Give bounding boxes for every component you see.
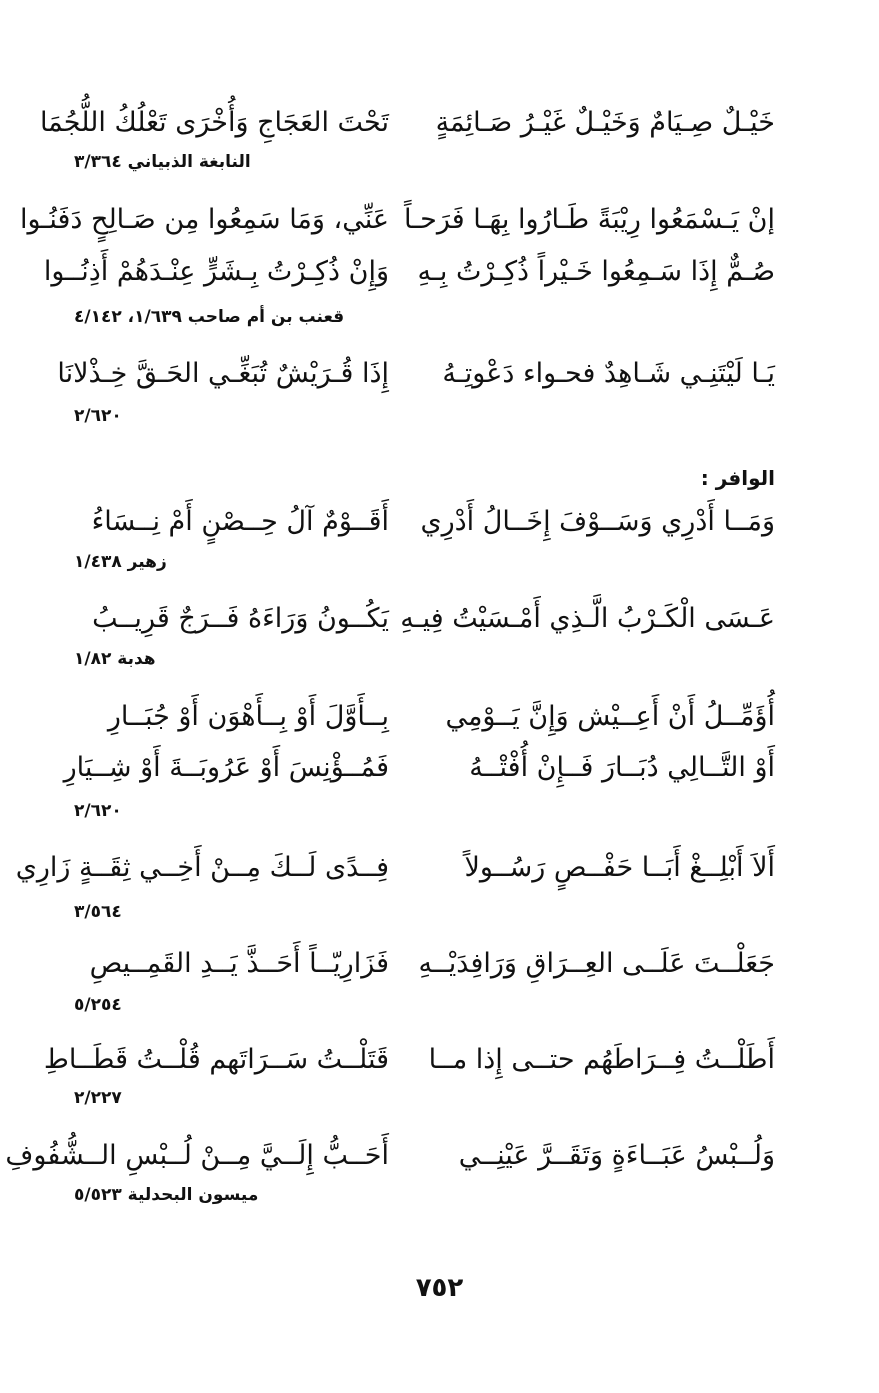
first-hemistich: صُـمٌّ إِذَا سَـمِعُوا خَـيْراً ذُكِـرْتُ بِـهِ [417, 256, 775, 287]
verse-line [0, 695, 879, 739]
verse-source: النابغة الذبياني ٣/٣٦٤ [74, 152, 251, 172]
verse-line [0, 500, 879, 544]
verse-source: ٢/٦٢٠ [74, 801, 122, 821]
second-hemistich: أَحَــبُّ إِلَــيَّ مِــنْ لُــبْسِ الــشُّفُوفِ [5, 1140, 389, 1171]
second-hemistich: يَكُــونُ وَرَاءَهُ فَــرَجٌ قَرِيــبُ [92, 603, 389, 634]
second-hemistich: فِــدًى لَــكَ مِــنْ أَخِــي ثِقَــةٍ زَارِي [15, 852, 389, 883]
second-hemistich: بِــأَوَّلَ أَوْ بِــأَهْوَن أَوْ جُبَــارِ [107, 701, 389, 732]
first-hemistich: وَلُــبْسُ عَبَــاءَةٍ وَتَقَــرَّ عَيْنِــي [458, 1140, 775, 1171]
second-hemistich: فَزَارِيّــاً أَحَــذَّ يَــدِ القَمِــيصِ [89, 948, 389, 979]
verse-line [0, 1134, 879, 1178]
verse-source: ٢/٢٢٧ [74, 1088, 122, 1108]
verse-source: قعنب بن أم صاحب ١/٦٣٩، ٤/١٤٢ [74, 307, 345, 327]
verse-source: ميسون البحدلية ٥/٥٢٣ [74, 1185, 259, 1205]
verse-line [0, 942, 879, 986]
verse-source: ٣/٥٦٤ [74, 902, 122, 922]
second-hemistich: وَإِنْ ذُكِـرْتُ بِـشَرٍّ عِنْـدَهُمْ أَذِنُــوا [43, 256, 389, 287]
verse-line [0, 597, 879, 641]
first-hemistich: أَلاَ أَبْلِــغْ أَبَــا حَفْــصٍ رَسُــولاً [464, 852, 775, 883]
verse-source: ٢/٦٢٠ [74, 406, 122, 426]
first-hemistich: وَمَــا أَدْرِي وَسَــوْفَ إِخَــالُ أَدْرِي [420, 506, 775, 537]
page-number: ٧٥٢ [415, 1273, 464, 1303]
verse-source: زهير ١/٤٣٨ [74, 552, 167, 572]
first-hemistich: أَوْ التَّــالِي دُبَــارَ فَــإِنْ أُفْتْــهُ [469, 752, 775, 783]
first-hemistich: عَـسَى الْكَـرْبُ الَّـذِي أَمْـسَيْتُ فِيـهِ [400, 603, 775, 634]
verse-source: ٥/٢٥٤ [74, 995, 122, 1015]
second-hemistich: قَتَلْــتُ سَــرَاتَهم قُلْــتُ قَطَــاطِ [43, 1044, 389, 1075]
meter-heading: الوافر : [700, 466, 775, 490]
verse-line [0, 746, 879, 790]
second-hemistich: إِذَا قُـرَيْشٌ تُبَغِّـي الحَـقَّ خِـذْلانَا [57, 358, 389, 389]
second-hemistich: فَمُــؤْنِسَ أَوْ عَرُوبَــةَ أَوْ شِــيَارِ [63, 752, 389, 783]
first-hemistich: أُؤَمِّــلُ أَنْ أَعِــيْش وَإِنَّ يَــوْمِي [445, 701, 775, 732]
verse-source: هدبة ١/٨٢ [74, 649, 156, 669]
first-hemistich: يَـا لَيْتَنِـي شَـاهِدٌ فحـواء دَعْوتِـهُ [442, 358, 775, 389]
verse-line [0, 846, 879, 890]
first-hemistich: جَعَلْــتَ عَلَــى العِــرَاقِ وَرَافِدَيْــهِ [418, 948, 775, 979]
first-hemistich: إنْ يَـسْمَعُوا رِيْبَةً طَـارُوا بِهَـا فَرَحـاً [404, 204, 775, 235]
verse-line [0, 250, 879, 294]
verse-line [0, 198, 879, 242]
second-hemistich: عَنِّي، وَمَا سَمِعُوا مِن صَـالِحٍ دَفَنُـوا [20, 204, 389, 235]
second-hemistich: أَقَــوْمٌ آلُ حِــصْنٍ أَمْ نِــسَاءُ [91, 506, 389, 537]
first-hemistich: خَيْـلٌ صِـيَامٌ وَخَيْـلٌ غَيْـرُ صَـائِمَةٍ [435, 107, 775, 138]
first-hemistich: أَطَلْــتُ فِــرَاطَهُم حتــى إِذا مــا [428, 1044, 775, 1075]
verse-line [0, 101, 879, 145]
verse-line [0, 352, 879, 396]
second-hemistich: تَحْتَ العَجَاجِ وَأُخْرَى تَعْلُكُ اللُّجُمَا [39, 107, 389, 138]
verse-line [0, 1038, 879, 1082]
